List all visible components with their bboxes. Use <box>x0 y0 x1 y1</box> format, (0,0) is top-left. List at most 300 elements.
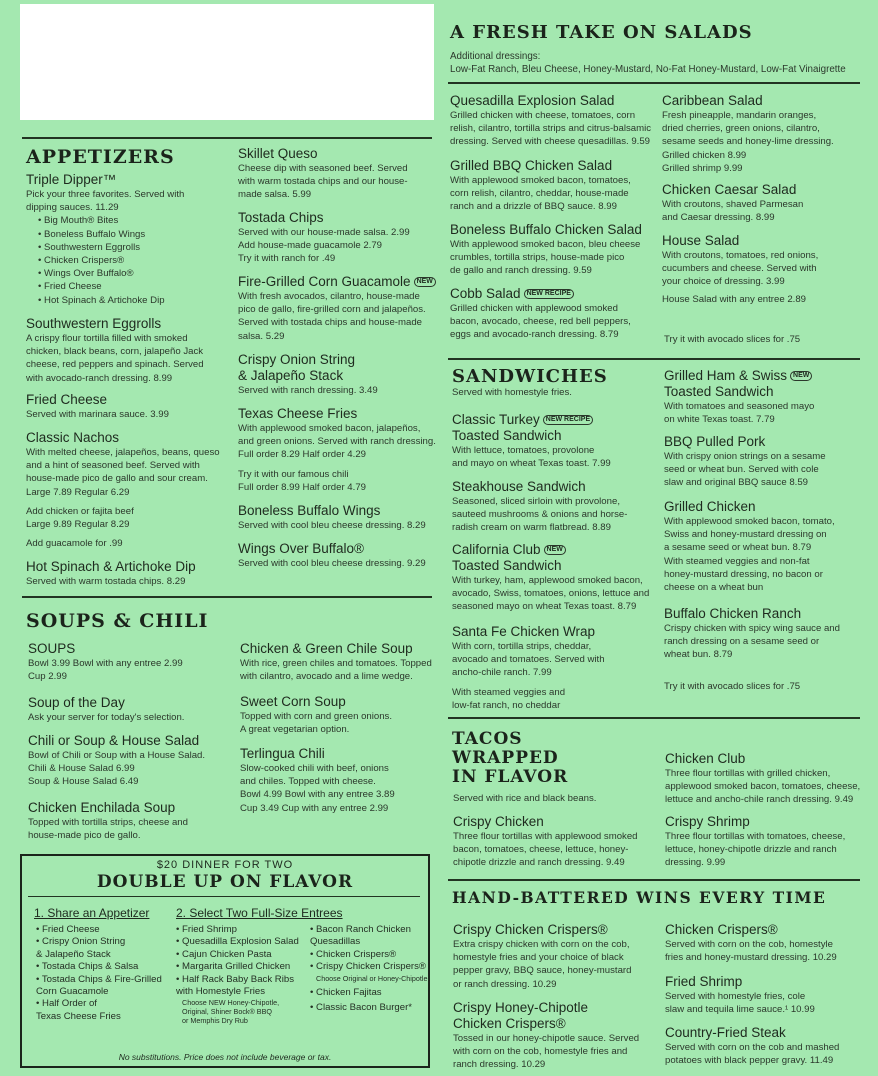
extra-line: Additional dressings: <box>450 51 541 62</box>
desc-line: With corn, tortilla strips, cheddar, <box>452 641 592 652</box>
battered-item-desc <box>453 1032 639 1072</box>
desc-line: With applewood smoked bacon, tomato, <box>664 516 835 527</box>
tacos-heading <box>452 730 568 787</box>
desc-line: wheat bun. 8.79 <box>664 649 733 661</box>
taco-item-name: Crispy Chicken <box>453 814 544 829</box>
dinner-list-item: • Quesadilla Explosion Salad <box>176 936 299 948</box>
desc-line: chicken, black beans, corn, jalapeño Jack <box>26 346 204 358</box>
dinner-list-item: • Half Rack Baby Back Ribs <box>176 973 294 985</box>
soup-item-name-row <box>240 746 395 762</box>
desc-line: With steamed veggies and <box>452 686 566 698</box>
soup-item-name: Terlingua Chili <box>240 746 325 761</box>
desc-line: Tossed in our honey-chipotle sauce. Served <box>453 1033 640 1044</box>
soup-item-name-row <box>240 641 432 657</box>
soup-item-name-row <box>28 733 205 749</box>
sandwich-item-name: BBQ Pulled Pork <box>664 434 766 449</box>
appetizer-item <box>238 146 408 202</box>
salad-item-name-row <box>662 233 818 249</box>
desc-line: Try it with ranch for .49 <box>238 253 336 265</box>
desc-line: Soup & House Salad 6.49 <box>28 776 139 788</box>
salad-item <box>450 158 631 214</box>
desc-line: Bowl 4.99 Bowl with any entree 3.89 <box>240 789 395 801</box>
desc-line: Served with corn on the cob and mashed <box>665 1042 840 1053</box>
desc-line: A crispy flour tortilla filled with smoked <box>26 333 188 344</box>
sandwiches-avocado: Try it with avocado slices for .75 <box>664 681 801 692</box>
salads-extra <box>450 50 846 77</box>
appetizer-item-name-row <box>238 541 426 557</box>
appetizer-item-desc <box>238 226 410 266</box>
dinner-top: $20 DINNER FOR TWO <box>156 859 294 871</box>
desc-line: Served with tostada chips and house-made <box>238 317 422 329</box>
desc-line: applewood smoked bacon, tomatoes, cheese, <box>665 781 861 793</box>
sandwich-item <box>452 542 649 614</box>
salad-item-desc <box>450 174 631 214</box>
dinner-rib-options: Original, Shiner Bock® BBQ <box>182 1007 272 1017</box>
sandwich-item <box>452 479 627 535</box>
desc-line: avocado and tomatoes. Served with <box>452 654 605 666</box>
salad-item-name: Caribbean Salad <box>662 93 763 108</box>
battered-item-name: Crispy Chicken Crispers® <box>453 922 608 937</box>
appetizer-item-name: Fried Cheese <box>26 392 108 407</box>
desc-line: dressing. 9.99 <box>665 857 726 869</box>
divider <box>448 879 860 881</box>
appetizer-item-name-row <box>26 392 169 408</box>
desc-line: dressing. Served with cheese quesadillas. 9.59 <box>450 136 650 148</box>
desc-line: Three flour tortillas with tomatoes, cheese, <box>665 831 846 842</box>
appetizer-item <box>238 274 436 343</box>
desc-line: With melted cheese, jalapeños, beans, queso <box>26 447 220 458</box>
sandwich-item-desc <box>452 495 627 535</box>
salad-item <box>450 222 642 278</box>
dinner-list-item: Corn Guacamole <box>36 986 109 998</box>
desc-line: slaw and original BBQ sauce 8.59 <box>664 477 808 489</box>
desc-line: Ask your server for today's selection. <box>28 712 185 723</box>
soup-item-desc <box>240 710 392 736</box>
divider <box>28 896 420 897</box>
sandwich-item <box>452 412 611 470</box>
desc-line: Large 9.89 Regular 8.29 <box>26 519 130 531</box>
taco-item-name-row <box>665 751 860 767</box>
sandwich-item-desc <box>452 444 611 470</box>
soup-item-desc <box>28 816 188 842</box>
salad-item <box>662 182 803 224</box>
extra-line: Low-Fat Ranch, Bleu Cheese, Honey-Mustard, No-Fat Honey-Mustard, Low-Fat Vinaigrette <box>450 64 846 76</box>
sandwich-item-name-2: Toasted Sandwich <box>664 384 774 399</box>
desc-line: • Chicken Crispers® <box>38 255 125 267</box>
taco-item <box>453 814 638 870</box>
battered-item-name-row <box>453 922 631 938</box>
battered-item-name: Crispy Honey-Chipotle <box>453 1000 589 1015</box>
desc-line: With croutons, tomatoes, red onions, <box>662 250 819 261</box>
divider <box>448 717 860 719</box>
appetizer-item-desc <box>238 162 408 202</box>
new-badge: NEW <box>544 545 566 555</box>
desc-line: and Caesar dressing. 8.99 <box>662 212 775 224</box>
salad-item-name-row <box>662 182 803 198</box>
desc-line: ranch dressing. 10.29 <box>453 1059 546 1071</box>
appetizer-item-name: Triple Dipper™ <box>26 172 117 187</box>
desc-line: pico de gallo, fire-grilled corn and jalapeños. <box>238 304 426 316</box>
divider <box>22 137 432 139</box>
desc-line: • Hot Spinach & Artichoke Dip <box>38 294 165 306</box>
battered-item-name-2: Chicken Crispers® <box>453 1016 566 1031</box>
dinner-crispers-options: Choose Original or Honey-Chipotle <box>316 973 428 983</box>
dinner-for-two-box <box>20 854 430 1068</box>
appetizer-item-name: Skillet Queso <box>238 146 318 161</box>
sandwich-item-name: Grilled Ham & Swiss <box>664 368 788 383</box>
appetizer-item <box>238 503 426 532</box>
sandwich-item-name-row <box>664 499 835 515</box>
soup-item <box>240 694 392 736</box>
battered-item <box>665 922 837 964</box>
desc-line: a sesame seed or wheat bun. 8.79 <box>664 542 812 554</box>
appetizer-item <box>238 406 436 494</box>
sandwich-item-name-row <box>664 368 814 384</box>
battered-item-name-row <box>665 922 837 938</box>
appetizer-item-name-2: & Jalapeño Stack <box>238 368 344 383</box>
soup-item-name: Chili or Soup & House Salad <box>28 733 200 748</box>
soup-item-name-row <box>240 694 392 710</box>
appetizer-item-desc <box>26 575 196 588</box>
dinner-list-item: Texas Cheese Fries <box>36 1010 121 1022</box>
desc-line: and a hint of seasoned beef. Served with <box>26 460 200 472</box>
desc-line: Served with warm tostada chips. 8.29 <box>26 576 186 587</box>
desc-line: Grilled chicken 8.99 <box>662 149 747 161</box>
battered-item <box>453 1000 639 1072</box>
soup-item-name-row <box>28 641 183 657</box>
tacos-heading-line: IN FLAVOR <box>452 767 569 787</box>
salad-item-desc <box>450 238 642 278</box>
desc-line: slaw and tequila lime sauce.¹ 10.99 <box>665 1004 815 1016</box>
soups-heading: SOUPS & CHILI <box>26 610 209 632</box>
salads-heading: A FRESH TAKE ON SALADS <box>450 22 753 43</box>
dinner-list-item: with Homestyle Fries <box>176 986 266 998</box>
soup-item-name-row <box>28 800 188 816</box>
desc-line: ancho-chile ranch. 7.99 <box>452 667 552 679</box>
desc-line: Served with cool bleu cheese dressing. 8.29 <box>238 520 426 531</box>
salad-item-name-row <box>662 93 834 109</box>
sandwich-item-name-row <box>664 606 840 622</box>
desc-line: and mayo on wheat Texas toast. 7.99 <box>452 458 611 470</box>
taco-item-name: Crispy Shrimp <box>665 814 750 829</box>
battered-item-name-row <box>453 1000 639 1016</box>
desc-line: Served with corn on the cob, homestyle <box>665 939 833 950</box>
soup-item-name: Chicken & Green Chile Soup <box>240 641 413 656</box>
dinner-rib-options: or Memphis Dry Rub <box>182 1016 248 1026</box>
desc-line: with warm tostada chips and our house- <box>238 176 408 188</box>
salads-avocado: Try it with avocado slices for .75 <box>664 334 801 345</box>
sandwich-item <box>664 434 826 490</box>
desc-line: chipotle drizzle and ranch dressing. 9.49 <box>453 857 625 869</box>
taco-item <box>665 751 860 807</box>
sandwich-item-name-row <box>452 412 611 428</box>
desc-line: Grilled chicken with cheese, tomatoes, corn <box>450 110 636 121</box>
appetizer-item-desc <box>26 408 169 421</box>
desc-line: Pick your three favorites. Served with <box>26 189 185 200</box>
desc-line: With applewood smoked bacon, tomatoes, <box>450 175 631 186</box>
sandwich-item-desc <box>452 640 605 712</box>
desc-line: ranch and a drizzle of BBQ sauce. 8.99 <box>450 201 617 213</box>
taco-item-desc <box>453 830 638 870</box>
sandwich-item-name: Classic Turkey <box>452 412 540 427</box>
sandwich-item-desc <box>452 574 649 614</box>
sandwich-item-name: California Club <box>452 542 541 557</box>
battered-item <box>665 1025 839 1067</box>
desc-line: bacon, avocado, cheese, red bell peppers, <box>450 316 631 328</box>
desc-line: and green onions. Served with ranch dressing. <box>238 436 436 448</box>
appetizer-item-name-row <box>238 146 408 162</box>
sandwich-item-name-row <box>452 542 649 558</box>
desc-line: dipping sauces. 11.29 <box>26 202 119 214</box>
tacos-heading-line: TACOS <box>452 729 523 749</box>
desc-line: lettuce, honey-chipotle drizzle and ranch <box>665 844 837 856</box>
desc-line: cucumbers and cheese. Served with <box>662 263 817 275</box>
desc-line: Bowl 3.99 Bowl with any entree 2.99 <box>28 658 183 669</box>
appetizer-item <box>26 430 220 550</box>
salad-item-name: Cobb Salad <box>450 286 521 301</box>
desc-line: • Southwestern Eggrolls <box>38 241 141 253</box>
new-badge: NEW RECIPE <box>543 415 593 425</box>
desc-line: sesame seeds and honey-lime dressing. <box>662 136 834 148</box>
desc-line: Served with homestyle fries, cole <box>665 991 806 1002</box>
desc-line: Served with cool bleu cheese dressing. 9.29 <box>238 558 426 569</box>
salad-item-name-row <box>450 286 631 302</box>
dinner-list-item: • Margarita Grilled Chicken <box>176 961 291 973</box>
soup-item <box>28 641 183 683</box>
battered-item-desc <box>665 938 837 964</box>
new-badge: NEW RECIPE <box>524 289 574 299</box>
desc-line: homestyle fries and your choice of black <box>453 952 624 964</box>
dinner-list-item: • Tostada Chips & Salsa <box>36 961 139 973</box>
taco-item <box>665 814 845 870</box>
soup-item-name: Soup of the Day <box>28 695 125 710</box>
appetizer-item-name-row <box>238 406 436 422</box>
desc-line: radish cream on warm flatbread. 8.89 <box>452 522 611 534</box>
desc-line: with cilantro, avocado and a lime wedge. <box>240 671 413 683</box>
appetizer-item-name: Hot Spinach & Artichoke Dip <box>26 559 196 574</box>
salad-item-name: Quesadilla Explosion Salad <box>450 93 615 108</box>
desc-line: • Big Mouth® Bites <box>38 215 119 227</box>
sandwich-item-desc <box>664 400 814 426</box>
dinner-note: No substitutions. Price does not include beverage or tax. <box>118 1052 332 1062</box>
soup-item-name: SOUPS <box>28 641 76 656</box>
dinner-rib-options: Choose NEW Honey-Chipotle, <box>182 998 280 1008</box>
soup-item-desc <box>28 749 205 789</box>
desc-line: with avocado-ranch dressing. 8.99 <box>26 372 173 384</box>
sandwich-item-name-row <box>452 479 627 495</box>
sandwich-item-name: Grilled Chicken <box>664 499 756 514</box>
dinner-title: DOUBLE UP ON FLAVOR <box>96 872 354 892</box>
appetizer-item-name-row <box>238 210 410 226</box>
desc-line: Topped with tortilla strips, cheese and <box>28 817 188 828</box>
appetizer-item-name: Tostada Chips <box>238 210 324 225</box>
tacos-sub: Served with rice and black beans. <box>453 793 597 804</box>
desc-line: low-fat ranch, no cheddar <box>452 699 561 711</box>
soup-item <box>28 800 188 842</box>
appetizer-item-desc <box>26 332 204 385</box>
desc-line: relish, cilantro, tortilla strips and citrus-balsamic <box>450 123 652 135</box>
salad-item-desc <box>662 249 818 289</box>
desc-line: honey-mustard dressing, no bacon or <box>664 568 823 580</box>
step-2: 2. Select Two Full-Size Entrees <box>176 906 343 920</box>
desc-line: Three flour tortillas with grilled chicken, <box>665 768 831 779</box>
appetizer-item <box>26 172 184 307</box>
battered-item-name: Fried Shrimp <box>665 974 743 989</box>
taco-item-name: Chicken Club <box>665 751 746 766</box>
desc-line: bacon, tomatoes, cheese, lettuce, honey- <box>453 844 629 856</box>
sandwich-item <box>664 368 814 426</box>
desc-line: Full order 8.29 Half order 4.29 <box>238 449 366 461</box>
appetizer-item-name-row <box>238 352 378 368</box>
dinner-list-item: • Crispy Chicken Crispers® <box>310 961 426 973</box>
desc-line: Cup 2.99 <box>28 671 67 683</box>
sandwich-item-name-row <box>452 624 605 640</box>
desc-line: cheese on a wheat bun <box>664 582 764 594</box>
appetizer-item-name: Boneless Buffalo Wings <box>238 503 381 518</box>
appetizer-item-name-row <box>238 274 436 290</box>
desc-line: A great vegetarian option. <box>240 724 350 736</box>
desc-line: With lettuce, tomatoes, provolone <box>452 445 595 456</box>
battered-item-desc <box>665 990 815 1016</box>
desc-line: Served with ranch dressing. 3.49 <box>238 385 378 396</box>
dinner-list-item: • Fried Shrimp <box>176 924 237 935</box>
soup-item-name-row <box>28 695 184 711</box>
appetizer-item-desc <box>238 422 436 494</box>
sandwich-item-desc <box>664 450 826 490</box>
dinner-list-item: • Cajun Chicken Pasta <box>176 948 272 960</box>
desc-line: • Boneless Buffalo Wings <box>38 228 146 240</box>
dinner-list-item: • Fried Cheese <box>36 924 100 935</box>
sandwich-item-name: Steakhouse Sandwich <box>452 479 586 494</box>
soup-item-desc <box>28 711 184 724</box>
dinner-list-item: • Chicken Fajitas <box>310 986 382 998</box>
house-salad-entree: House Salad with any entree 2.89 <box>662 294 806 305</box>
step-1: 1. Share an Appetizer <box>34 906 150 920</box>
appetizer-item-name: Wings Over Buffalo® <box>238 541 364 556</box>
divider <box>22 596 432 598</box>
desc-line: With fresh avocados, cilantro, house-made <box>238 291 420 302</box>
salad-item-name-row <box>450 93 651 109</box>
appetizer-item-name-row <box>26 172 184 188</box>
desc-line: Crispy chicken with spicy wing sauce and <box>664 623 840 634</box>
dinner-list-item: • Chicken Crispers® <box>310 948 397 960</box>
battered-item <box>453 922 631 991</box>
appetizer-item-name: Crispy Onion String <box>238 352 356 367</box>
desc-line: ranch dressing on a sesame seed or <box>664 636 820 648</box>
soup-item-desc <box>240 762 395 815</box>
battered-item-name: Country-Fried Steak <box>665 1025 786 1040</box>
desc-line: Extra crispy chicken with corn on the cob, <box>453 939 630 950</box>
sandwich-item-name: Santa Fe Chicken Wrap <box>452 624 596 639</box>
desc-line: Slow-cooked chili with beef, onions <box>240 763 389 774</box>
soup-item-desc <box>28 657 183 683</box>
appetizer-item <box>238 210 410 266</box>
soup-item-desc <box>240 657 432 683</box>
new-badge: NEW <box>790 371 812 381</box>
sandwich-item <box>664 499 835 594</box>
desc-line: crumbles, tortilla strips, house-made pico <box>450 252 625 264</box>
desc-line: Cheese dip with seasoned beef. Served <box>238 163 408 174</box>
appetizer-item-desc <box>238 519 426 532</box>
desc-line: Swiss and honey-mustard dressing on <box>664 529 827 541</box>
desc-line: • Wings Over Buffalo® <box>38 268 134 280</box>
appetizer-item-desc <box>26 446 220 550</box>
dinner-list-item: & Jalapeño Stack <box>36 948 111 960</box>
dinner-list-item: Quesadillas <box>310 936 361 948</box>
appetizer-item-name: Southwestern Eggrolls <box>26 316 162 331</box>
soup-item-name: Chicken Enchilada Soup <box>28 800 176 815</box>
battered-item <box>665 974 815 1016</box>
salad-item-name: Boneless Buffalo Chicken Salad <box>450 222 642 237</box>
soup-item <box>240 746 395 815</box>
desc-line: With applewood smoked bacon, jalapeños, <box>238 423 421 434</box>
blank-white-area <box>20 4 434 120</box>
appetizer-item-name: Fire-Grilled Corn Guacamole <box>238 274 411 289</box>
soup-item <box>240 641 432 683</box>
soup-item <box>28 733 205 789</box>
desc-line: With croutons, shaved Parmesan <box>662 199 804 210</box>
sandwiches-heading: SANDWICHES <box>452 366 608 387</box>
desc-line: house-made pico de gallo. <box>28 830 141 842</box>
salad-item <box>450 93 651 149</box>
desc-line: house-made pico de gallo and sour cream. <box>26 473 208 485</box>
desc-line: Topped with corn and green onions. <box>240 711 393 722</box>
desc-line: Served with our house-made salsa. 2.99 <box>238 227 410 238</box>
taco-item-desc <box>665 830 845 870</box>
desc-line: on white Texas toast. 7.79 <box>664 414 775 426</box>
desc-line: made salsa. 5.99 <box>238 189 312 201</box>
desc-line: With applewood smoked bacon, bleu cheese <box>450 239 641 250</box>
battered-heading: HAND-BATTERED WINS EVERY TIME <box>452 888 827 907</box>
appetizer-item-name-row <box>238 503 426 519</box>
new-badge: NEW <box>414 277 436 287</box>
desc-line: Seasoned, sliced sirloin with provolone, <box>452 496 620 507</box>
taco-item-name-row <box>665 814 845 830</box>
dinner-list-item: • Crispy Onion String <box>36 936 126 948</box>
battered-item-name-row <box>665 1025 839 1041</box>
appetizer-item-desc <box>238 290 436 343</box>
appetizer-item-name: Classic Nachos <box>26 430 120 445</box>
desc-line: seed or wheat bun. Served with cole <box>664 464 819 476</box>
salad-item-desc <box>450 302 631 342</box>
desc-line: lettuce and ancho-chile ranch dressing. 9.49 <box>665 794 854 806</box>
desc-line: cheese, red peppers and spinach. Served <box>26 359 204 371</box>
appetizer-item-name-row <box>26 430 220 446</box>
battered-item-name-row <box>665 974 815 990</box>
dinner-list-item: • Classic Bacon Burger* <box>310 1002 413 1014</box>
appetizer-item <box>238 352 378 397</box>
salad-item-name-row <box>450 222 642 238</box>
salad-item <box>450 286 631 342</box>
salad-item-name: Chicken Caesar Salad <box>662 182 797 197</box>
desc-line: or ranch dressing. 10.29 <box>453 978 557 990</box>
battered-item-name: Chicken Crispers® <box>665 922 778 937</box>
sandwich-item <box>452 624 605 712</box>
appetizer-item-desc <box>238 384 378 397</box>
desc-line: Chili & House Salad 6.99 <box>28 763 135 775</box>
desc-line: Try it with our famous chili <box>238 468 349 480</box>
desc-line: Add guacamole for .99 <box>26 538 123 550</box>
divider <box>448 82 860 84</box>
salad-item-name-row <box>450 158 631 174</box>
soup-item <box>28 695 184 724</box>
desc-line: Add house-made guacamole 2.79 <box>238 240 383 252</box>
desc-line: eggs and avocado-ranch dressing. 8.79 <box>450 329 619 341</box>
appetizer-item-name-row <box>26 316 204 332</box>
desc-line: fries and honey-mustard dressing. 10.29 <box>665 952 837 964</box>
appetizer-item <box>238 541 426 570</box>
sandwiches-sub: Served with homestyle fries. <box>452 387 572 398</box>
